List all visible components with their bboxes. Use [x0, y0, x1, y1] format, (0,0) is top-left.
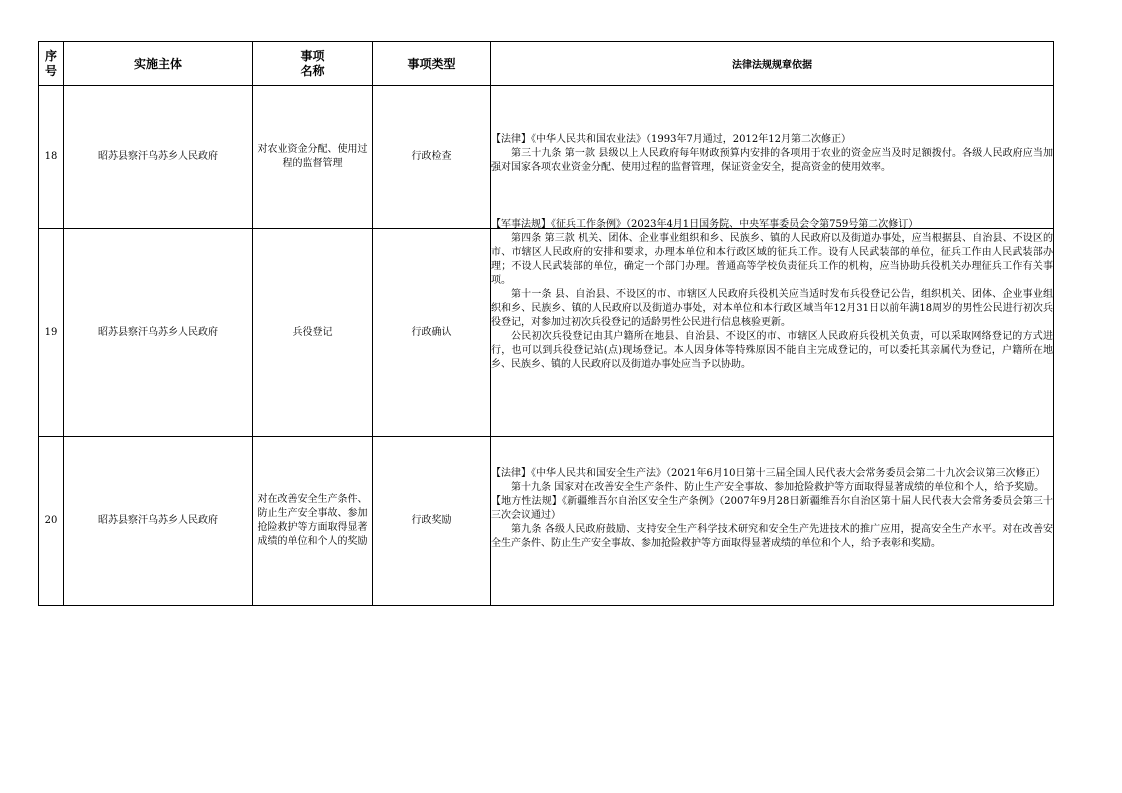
basis-paragraph: 第九条 各级人民政府鼓励、支持安全生产科学技术研究和安全生产先进技术的推广应用，提高安全生产水平。对在改善安全生产条件、防止生产安全事故、参加抢险救护等方面取得显著成绩的单位和个人，给予表彰和奖励。 — [491, 524, 1053, 549]
basis-paragraph: 公民初次兵役登记由其户籍所在地县、自治县、不设区的市、市辖区人民政府兵役机关负责，可以采取网络登记的方式进行，也可以到兵役登记站(点)现场登记。本人因身体等特殊原因不能自主完成登记的，可以委托其亲属代为登记，户籍所在地乡、民族乡、镇的人民政府以及街道办事处应当予以协助。 — [491, 330, 1053, 370]
header-legal-basis: 法律法规规章依据 — [491, 42, 1054, 86]
basis-paragraph: 第十一条 县、自治县、不设区的市、市辖区人民政府兵役机关应当适时发布兵役登记公告，组织机关、团体、企业事业组织和乡、民族乡、镇的人民政府以及街道办事处，对本单位和本行政区域当年12月31日以前年满18周岁的男性公民进行初次兵役登记，对参加过初次兵役登记的适龄男性公民进行信息核验更新。 — [491, 288, 1053, 328]
basis-paragraph: 第四条 第三款 机关、团体、企业事业组织和乡、民族乡、镇的人民政府以及街道办事处，应当根据县、自治县、不设区的市、市辖区人民政府的安排和要求，办理本单位和本行政区域的征兵工作。设有人民武装部的单位，征兵工作由人民武装部办理；不设人民武装部的单位，确定一个部门办理。普通高等学校负责征兵工作的机构，应当协助兵役机关办理征兵工作有关事项。 — [491, 232, 1053, 286]
row-item-type: 行政奖励 — [373, 437, 491, 606]
row-legal-basis — [491, 218, 1054, 437]
row-item-type: 行政检查 — [373, 86, 491, 229]
basis-paragraph: 【法律】《中华人民共和国农业法》（1993年7月通过，2012年12月第二次修正） — [491, 134, 851, 145]
row-item-name: 对农业资金分配、使用过程的监督管理 — [253, 86, 373, 229]
table-row — [39, 437, 1054, 606]
row-item-name: 对在改善安全生产条件、防止生产安全事故、参加抢险救护等方面取得显著成绩的单位和个人的奖励 — [253, 437, 373, 606]
row-seq: 20 — [39, 437, 64, 606]
row-subject: 昭苏县察汗乌苏乡人民政府 — [64, 86, 253, 229]
header-row — [39, 42, 1054, 86]
header-item-name: 事项名称 — [253, 42, 373, 86]
row-subject: 昭苏县察汗乌苏乡人民政府 — [64, 437, 253, 606]
basis-paragraph: 【法律】《中华人民共和国安全生产法》（2021年6月10日第十三届全国人民代表大会常务委员会第二十九次会议第三次修正） — [491, 468, 1046, 479]
basis-paragraph: 【军事法规】《征兵工作条例》（2023年4月1日国务院、中央军事委员会令第759号第二次修订） — [491, 218, 919, 230]
row-subject: 昭苏县察汗乌苏乡人民政府 — [64, 229, 253, 437]
basis-paragraph: 【地方性法规】《新疆维吾尔自治区安全生产条例》（2007年9月28日新疆维吾尔自治区第十届人民代表大会常务委员会第三十三次会议通过） — [491, 496, 1053, 521]
row-seq: 18 — [39, 86, 64, 229]
header-item-type: 事项类型 — [373, 42, 491, 86]
header-subject: 实施主体 — [64, 42, 253, 86]
row-seq: 19 — [39, 229, 64, 437]
power-list-table — [38, 41, 1054, 606]
basis-paragraph: 第十九条 国家对在改善安全生产条件、防止生产安全事故、参加抢险救护等方面取得显著成绩的单位和个人，给予奖励。 — [511, 482, 1045, 493]
basis-paragraph: 第三十九条 第一款 县级以上人民政府每年财政预算内安排的各项用于农业的资金应当及时足额拨付。各级人民政府应当加强对国家各项农业资金分配、使用过程的监督管理，保证资金安全，提高资金的使用效率。 — [491, 148, 1053, 173]
row-legal-basis — [491, 86, 1054, 229]
row-item-type: 行政确认 — [373, 229, 491, 437]
table-row — [39, 229, 1054, 437]
row-item-name: 兵役登记 — [253, 229, 373, 437]
header-seq: 序号 — [39, 42, 64, 86]
row-legal-basis — [491, 437, 1054, 606]
table-row — [39, 86, 1054, 229]
